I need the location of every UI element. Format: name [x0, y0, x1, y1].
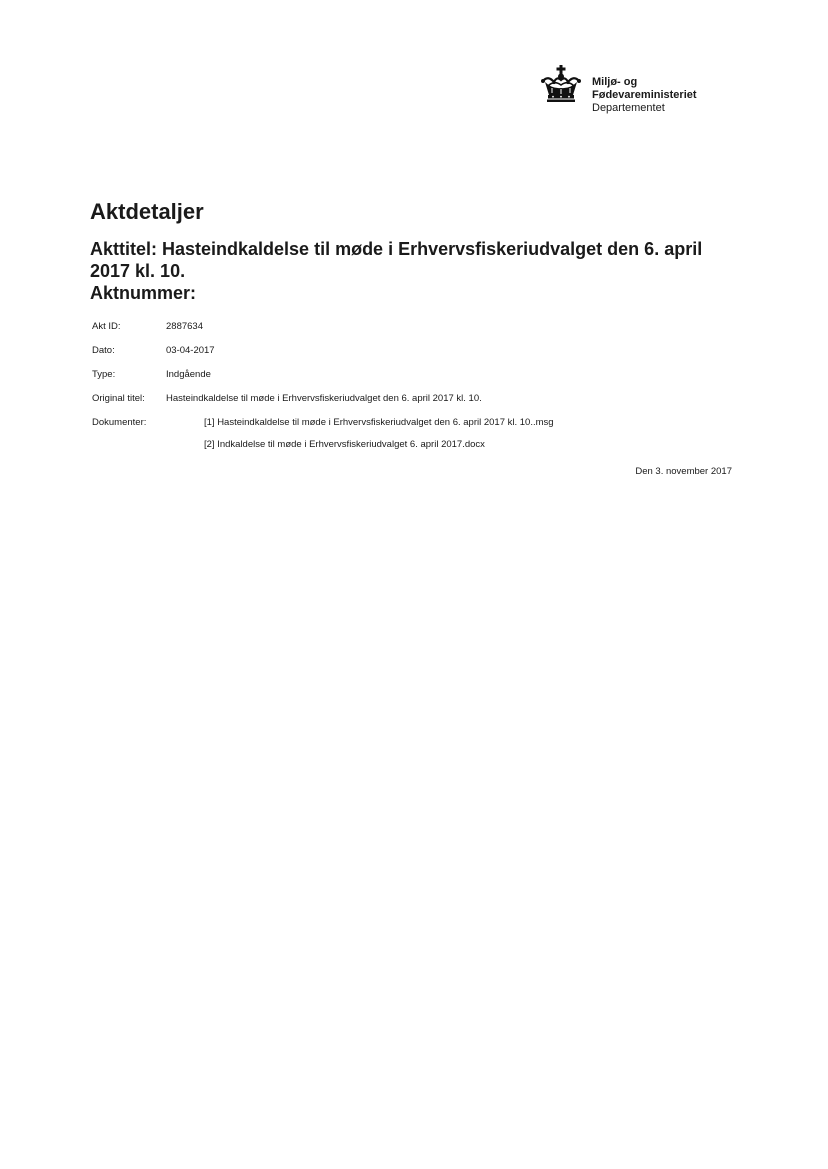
crown-icon — [540, 64, 582, 104]
ministry-name-line2: Fødevareministeriet — [592, 89, 697, 101]
document-item-1: [1] Hasteindkaldelse til møde i Erhvervsfiskeriudvalget den 6. april 2017 kl. 10..msg — [204, 417, 554, 428]
original-title-value: Hasteindkaldelse til møde i Erhvervsfiskeriudvalget den 6. april 2017 kl. 10. — [166, 393, 482, 404]
type-value: Indgående — [166, 369, 211, 380]
document-date: Den 3. november 2017 — [635, 466, 732, 477]
document-heading: Aktdetaljer — [90, 199, 204, 224]
akt-title-block — [90, 238, 740, 304]
ministry-name-line1: Miljø- og — [592, 76, 638, 88]
akt-id-value: 2887634 — [166, 321, 203, 332]
akt-title: Akttitel: Hasteindkaldelse til møde i Erhvervsfiskeriudvalget den 6. april 2017 kl. 10. — [90, 239, 703, 281]
type-label: Type: — [92, 369, 116, 380]
documents-label: Dokumenter: — [92, 417, 147, 428]
akt-id-label: Akt ID: — [92, 321, 121, 332]
ministry-logo — [540, 64, 720, 120]
document-item-2: [2] Indkaldelse til møde i Erhvervsfiskeriudvalget 6. april 2017.docx — [204, 439, 485, 450]
akt-number-label: Aktnummer: — [90, 283, 197, 303]
dato-value: 03-04-2017 — [166, 345, 215, 356]
original-title-label: Original titel: — [92, 393, 145, 404]
ministry-name — [592, 76, 697, 115]
department-name: Departementet — [592, 102, 665, 114]
dato-label: Dato: — [92, 345, 115, 356]
documents-list — [204, 416, 554, 460]
